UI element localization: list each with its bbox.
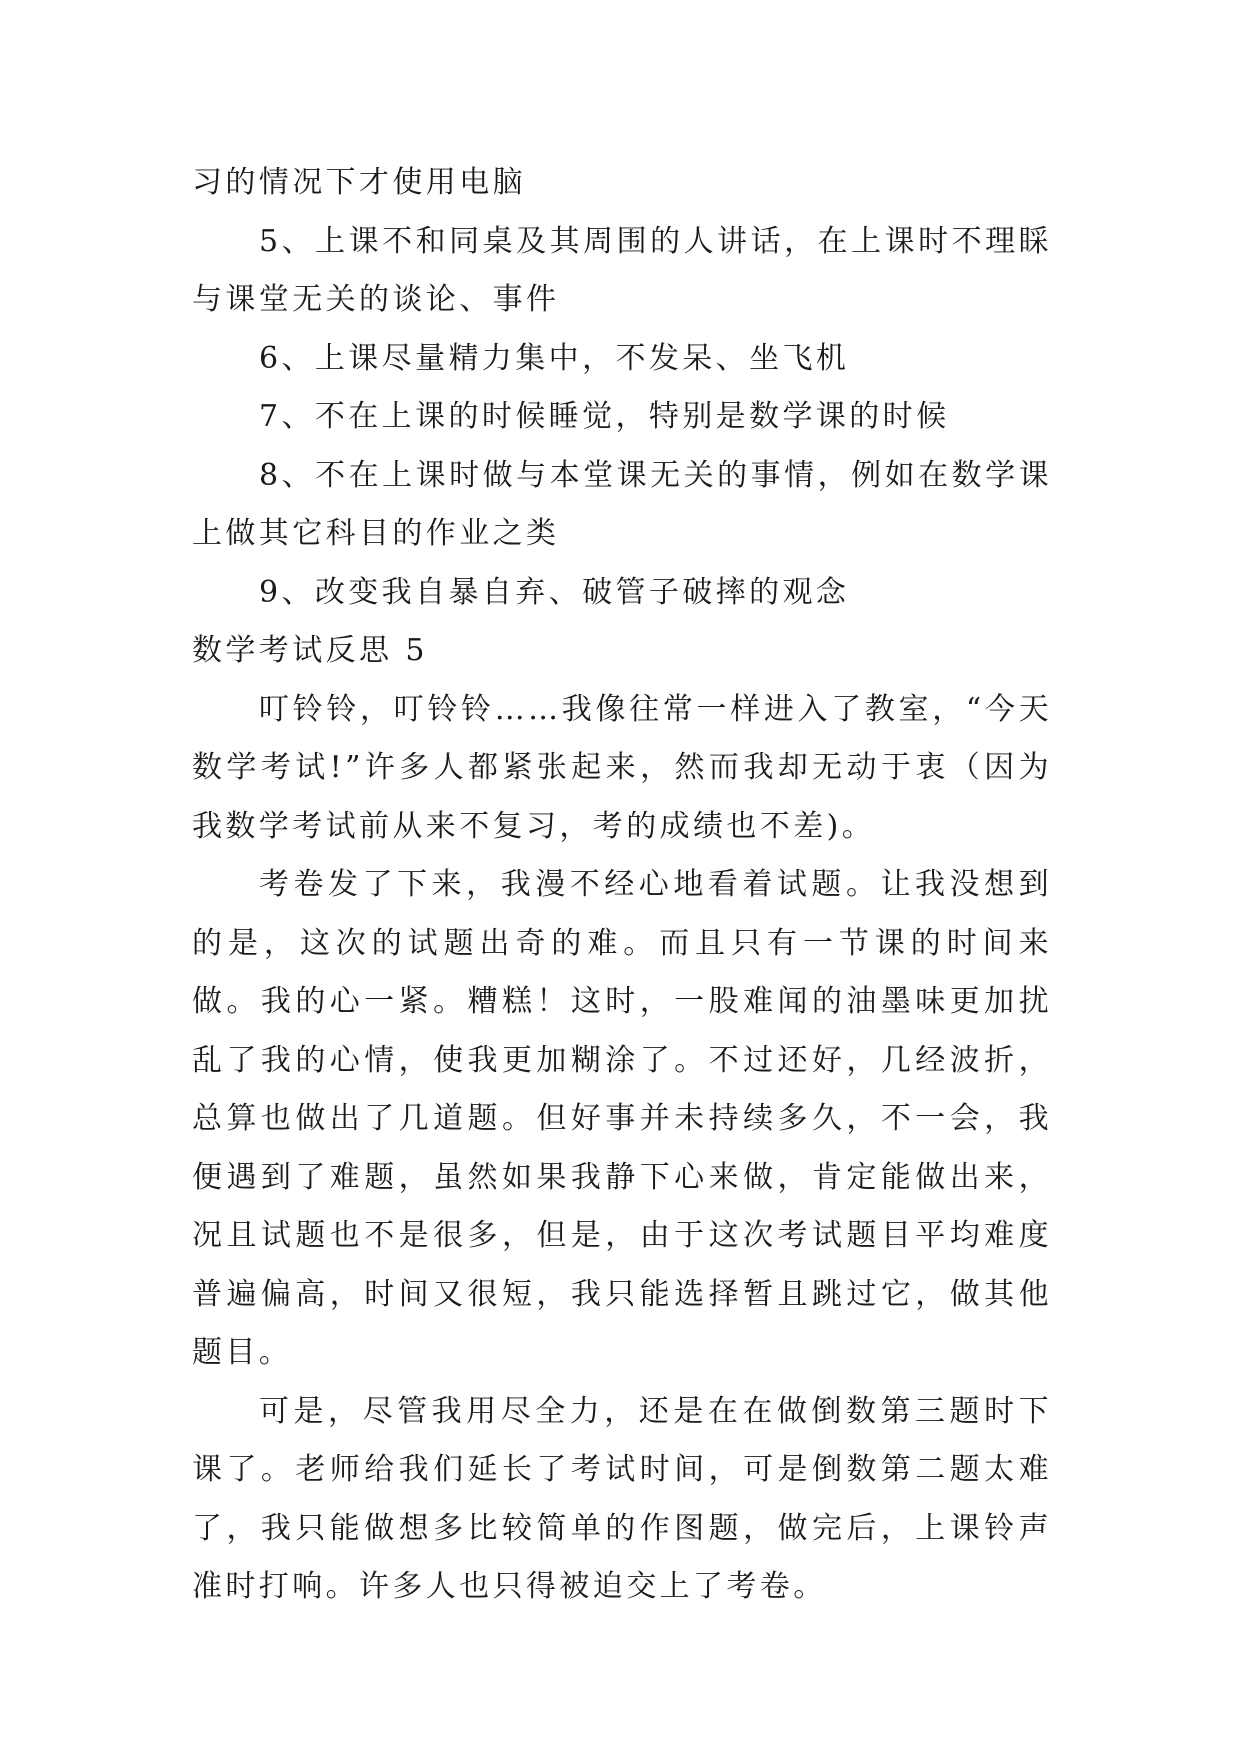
section-heading: 数学考试反思 5 bbox=[192, 633, 428, 668]
document-body bbox=[192, 154, 1052, 1617]
paragraph-ending: 可是，尽管我用尽全力，还是在在做倒数第三题时下课了。老师给我们延长了考试时间，可是倒数第二题太难了，我只能做想多比较简单的作图题，做完后，上课铃声准时打响。许多人也只得被迫交上了考卷。 bbox=[192, 1393, 1052, 1604]
paragraph-rule-9: 9、改变我自暴自弃、破管子破摔的观念 bbox=[259, 574, 850, 610]
paragraph-rule-5: 5、上课不和同桌及其周围的人讲话，在上课时不理睬与课堂无关的谈论、事件 bbox=[192, 223, 1052, 317]
paragraph-rule-6: 6、上课尽量精力集中，不发呆、坐飞机 bbox=[259, 340, 850, 376]
paragraph-exam: 考卷发了下来，我漫不经心地看着试题。让我没想到的是，这次的试题出奇的难。而且只有一节课的时间来做。我的心一紧。糟糕！这时，一股难闻的油墨味更加扰乱了我的心情，使我更加糊涂了。不过还好，几经波折，总算也做出了几道题。但好事并未持续多久，不一会，我便遇到了难题，虽然如果我静下心来做，肯定能做出来，况且试题也不是很多，但是，由于这次考试题目平均难度普遍偏高，时间又很短，我只能选择暂且跳过它，做其他题目。 bbox=[192, 867, 1052, 1370]
paragraph-continued: 习的情况下才使用电脑 bbox=[192, 165, 526, 200]
paragraph-rule-7: 7、不在上课的时候睡觉，特别是数学课的时候 bbox=[259, 399, 950, 434]
paragraph-rule-8: 8、不在上课时做与本堂课无关的事情，例如在数学课上做其它科目的作业之类 bbox=[192, 457, 1052, 551]
paragraph-intro: 叮铃铃，叮铃铃……我像往常一样进入了教室，“今天数学考试!”许多人都紧张起来，然而我却无动于衷（因为我数学考试前从来不复习，考的成绩也不差)。 bbox=[192, 691, 1052, 844]
